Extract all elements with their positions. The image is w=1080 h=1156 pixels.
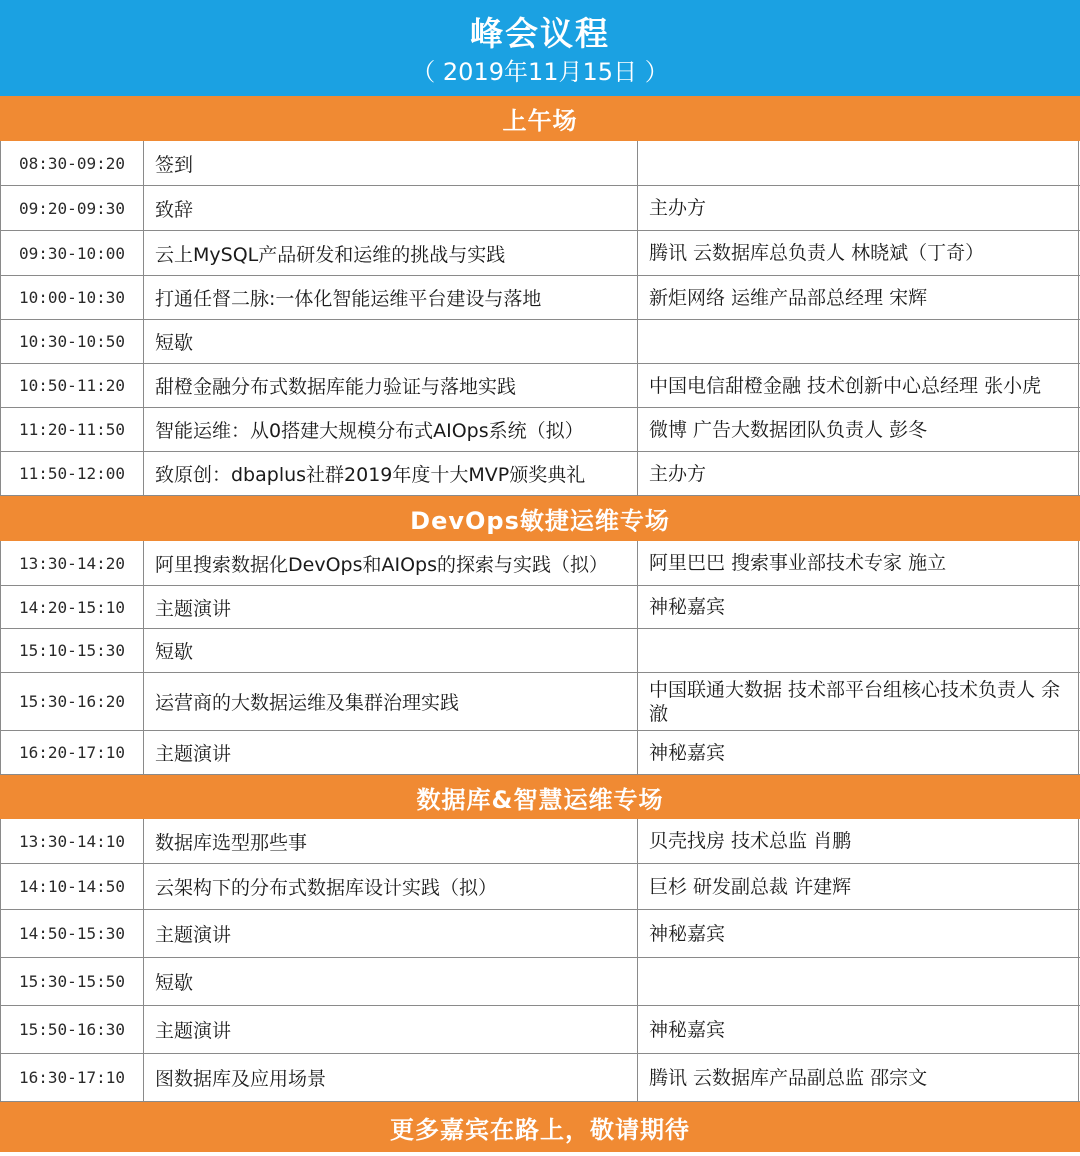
topic-cell: 运营商的大数据运维及集群治理实践 xyxy=(144,673,638,730)
speaker-cell: 主办方 xyxy=(638,452,1079,495)
topic-cell: 短歇 xyxy=(144,629,638,672)
section-header-database: 数据库&智慧运维专场 xyxy=(0,775,1080,819)
topic-cell: 主题演讲 xyxy=(144,1006,638,1053)
table-row xyxy=(0,910,1080,958)
section-header-devops: DevOps敏捷运维专场 xyxy=(0,496,1080,541)
table-row xyxy=(0,629,1080,673)
speaker-cell: 阿里巴巴 搜索事业部技术专家 施立 xyxy=(638,541,1079,585)
topic-cell: 图数据库及应用场景 xyxy=(144,1054,638,1101)
table-row xyxy=(0,141,1080,186)
table-row xyxy=(0,864,1080,910)
topic-cell: 主题演讲 xyxy=(144,586,638,628)
topic-cell: 致辞 xyxy=(144,186,638,230)
speaker-cell: 新炬网络 运维产品部总经理 宋辉 xyxy=(638,276,1079,319)
table-row xyxy=(0,1054,1080,1102)
topic-cell: 数据库选型那些事 xyxy=(144,819,638,863)
topic-cell: 云上MySQL产品研发和运维的挑战与实践 xyxy=(144,231,638,275)
table-row xyxy=(0,673,1080,731)
time-cell: 13:30-14:10 xyxy=(0,819,144,863)
time-cell: 15:30-15:50 xyxy=(0,958,144,1005)
table-row xyxy=(0,731,1080,775)
topic-cell: 甜橙金融分布式数据库能力验证与落地实践 xyxy=(144,364,638,407)
event-date: （ 2019年11月15日 ） xyxy=(411,58,669,86)
table-row xyxy=(0,320,1080,364)
speaker-cell xyxy=(638,320,1079,363)
time-cell: 10:50-11:20 xyxy=(0,364,144,407)
time-cell: 13:30-14:20 xyxy=(0,541,144,585)
speaker-cell: 神秘嘉宾 xyxy=(638,731,1079,774)
speaker-cell xyxy=(638,141,1079,185)
table-row xyxy=(0,452,1080,496)
page-title: 峰会议程 xyxy=(470,14,610,53)
speaker-cell: 神秘嘉宾 xyxy=(638,586,1079,628)
topic-cell: 短歇 xyxy=(144,320,638,363)
table-row xyxy=(0,364,1080,408)
table-row xyxy=(0,408,1080,452)
footer-banner: 更多嘉宾在路上，敬请期待 xyxy=(0,1102,1080,1152)
speaker-cell: 神秘嘉宾 xyxy=(638,1006,1079,1053)
topic-cell: 致原创：dbaplus社群2019年度十大MVP颁奖典礼 xyxy=(144,452,638,495)
speaker-cell: 贝壳找房 技术总监 肖鹏 xyxy=(638,819,1079,863)
table-row xyxy=(0,276,1080,320)
section-header-morning: 上午场 xyxy=(0,96,1080,141)
time-cell: 15:50-16:30 xyxy=(0,1006,144,1053)
topic-cell: 主题演讲 xyxy=(144,910,638,957)
speaker-cell: 中国电信甜橙金融 技术创新中心总经理 张小虎 xyxy=(638,364,1079,407)
topic-cell: 云架构下的分布式数据库设计实践（拟） xyxy=(144,864,638,909)
topic-cell: 智能运维：从0搭建大规模分布式AIOps系统（拟） xyxy=(144,408,638,451)
speaker-cell xyxy=(638,629,1079,672)
table-row xyxy=(0,958,1080,1006)
agenda-header xyxy=(0,0,1080,96)
time-cell: 08:30-09:20 xyxy=(0,141,144,185)
time-cell: 16:30-17:10 xyxy=(0,1054,144,1101)
time-cell: 11:50-12:00 xyxy=(0,452,144,495)
time-cell: 15:30-16:20 xyxy=(0,673,144,730)
table-row xyxy=(0,819,1080,864)
time-cell: 10:30-10:50 xyxy=(0,320,144,363)
table-row xyxy=(0,541,1080,586)
table-row xyxy=(0,1006,1080,1054)
speaker-cell: 中国联通大数据 技术部平台组核心技术负责人 余澈 xyxy=(638,673,1079,730)
topic-cell: 签到 xyxy=(144,141,638,185)
time-cell: 14:20-15:10 xyxy=(0,586,144,628)
table-row xyxy=(0,586,1080,629)
time-cell: 14:10-14:50 xyxy=(0,864,144,909)
time-cell: 09:30-10:00 xyxy=(0,231,144,275)
speaker-cell xyxy=(638,958,1079,1005)
table-row xyxy=(0,186,1080,231)
speaker-cell: 微博 广告大数据团队负责人 彭冬 xyxy=(638,408,1079,451)
time-cell: 16:20-17:10 xyxy=(0,731,144,774)
topic-cell: 短歇 xyxy=(144,958,638,1005)
table-row xyxy=(0,231,1080,276)
topic-cell: 主题演讲 xyxy=(144,731,638,774)
time-cell: 15:10-15:30 xyxy=(0,629,144,672)
speaker-cell: 神秘嘉宾 xyxy=(638,910,1079,957)
topic-cell: 打通任督二脉:一体化智能运维平台建设与落地 xyxy=(144,276,638,319)
speaker-cell: 巨杉 研发副总裁 许建辉 xyxy=(638,864,1079,909)
speaker-cell: 腾讯 云数据库产品副总监 邵宗文 xyxy=(638,1054,1079,1101)
time-cell: 11:20-11:50 xyxy=(0,408,144,451)
topic-cell: 阿里搜索数据化DevOps和AIOps的探索与实践（拟） xyxy=(144,541,638,585)
time-cell: 10:00-10:30 xyxy=(0,276,144,319)
speaker-cell: 腾讯 云数据库总负责人 林晓斌（丁奇） xyxy=(638,231,1079,275)
time-cell: 14:50-15:30 xyxy=(0,910,144,957)
time-cell: 09:20-09:30 xyxy=(0,186,144,230)
speaker-cell: 主办方 xyxy=(638,186,1079,230)
